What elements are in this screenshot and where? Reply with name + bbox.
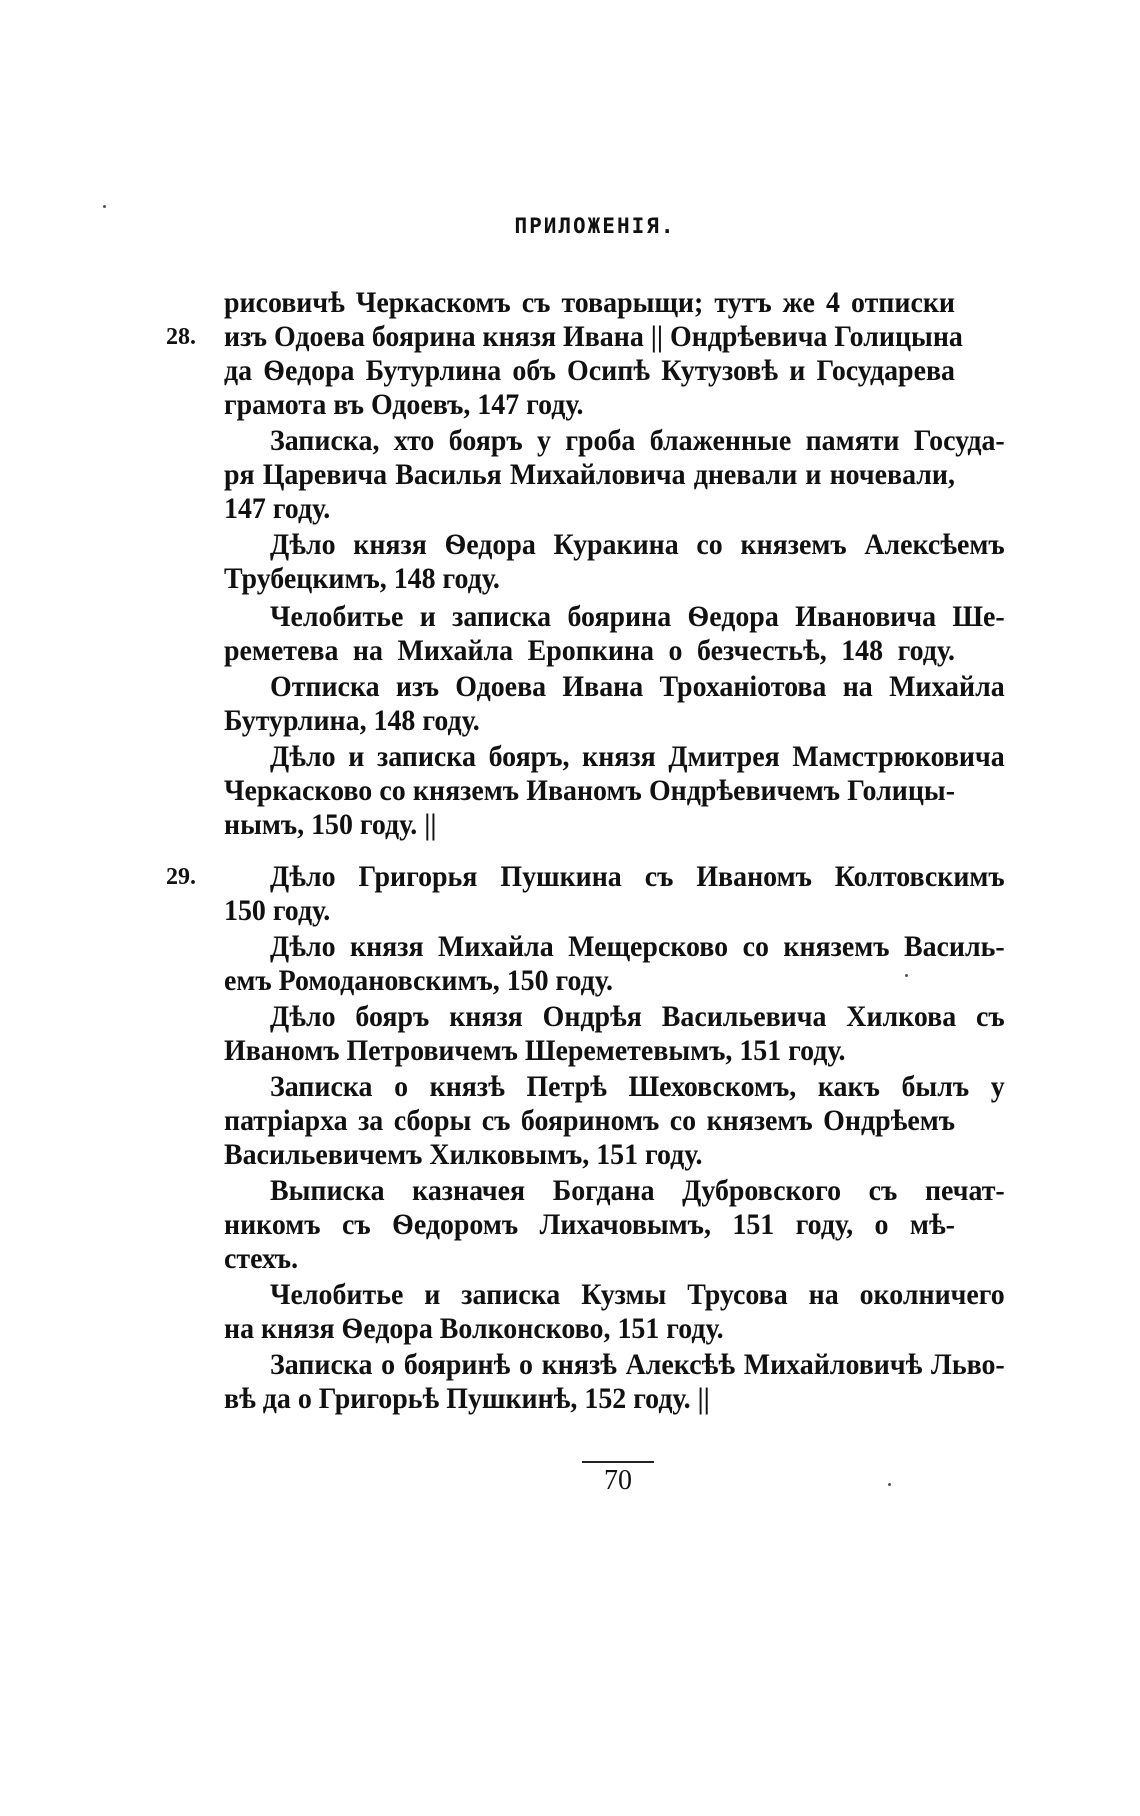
text-line: емъ Ромодановскимъ, 150 году. — [224, 964, 613, 997]
text-line: рисовичѣ Черкаскомъ съ товарыщи; тутъ же 4 отписки — [224, 286, 955, 319]
text-line: да Ѳедора Бутурлина объ Осипѣ Кутузовѣ и Государева — [224, 354, 955, 387]
text-line: Записка о бояринѣ о князѣ Алексѣѣ Михайловичѣ Льво- — [270, 1348, 1005, 1381]
text-line: никомъ съ Ѳедоромъ Лихачовымъ, 151 году, о мѣ- — [224, 1208, 955, 1241]
text-line: на князя Ѳедора Волконсково, 151 году. — [224, 1312, 724, 1345]
text-line: Дѣло князя Михайла Мещерсково со княземъ Василь- — [270, 930, 1005, 963]
margin-number-29: 29. — [166, 864, 196, 890]
text-line: Челобитье и записка боярина Ѳедора Ивановича Ше- — [270, 600, 1005, 633]
text-line: Записка о князѣ Петрѣ Шеховскомъ, какъ былъ у — [270, 1070, 1005, 1103]
print-speck — [888, 1483, 891, 1486]
margin-number-28: 28. — [166, 324, 196, 350]
text-line: Васильевичемъ Хилковымъ, 151 году. — [224, 1138, 703, 1171]
text-line: Записка, хто бояръ у гроба блаженные памяти Госуда- — [270, 424, 1005, 457]
print-speck — [103, 205, 106, 208]
text-line: 147 году. — [224, 492, 331, 525]
text-line: стехъ. — [224, 1242, 299, 1275]
text-line: Дѣло Григорья Пушкина съ Иваномъ Колтовскимъ — [270, 860, 1005, 893]
print-speck — [905, 974, 908, 977]
text-line: изъ Одоева боярина князя Ивана || Ондрѣевича Голицына — [224, 320, 963, 353]
text-line: Отписка изъ Одоева Ивана Троханіотова на Михайла — [270, 670, 1005, 703]
text-line: Трубецкимъ, 148 году. — [224, 562, 500, 595]
footer-rule — [582, 1461, 654, 1463]
text-line: вѣ да о Григорьѣ Пушкинѣ, 152 году. || — [224, 1382, 710, 1415]
text-line: Челобитье и записка Кузмы Трусова на околничего — [270, 1278, 1005, 1311]
text-line: Дѣло бояръ князя Ондрѣя Васильевича Хилкова съ — [270, 1000, 1005, 1033]
text-line: Черкасково со княземъ Иваномъ Ондрѣевичемъ Голицы- — [224, 774, 955, 807]
text-line: Дѣло и записка бояръ, князя Дмитрея Мамстрюковича — [270, 740, 1005, 773]
text-line: ря Царевича Василья Михайловича дневали и ночевали, — [224, 458, 955, 491]
page-number: 70 — [604, 1465, 632, 1496]
text-line: Выписка казначея Богдана Дубровского съ печат- — [270, 1174, 1005, 1207]
text-line: Бутурлина, 148 году. — [224, 704, 480, 737]
text-line: патріарха за сборы съ бояриномъ со княземъ Ондрѣемъ — [224, 1104, 955, 1137]
text-line: 150 году. — [224, 894, 331, 927]
text-line: Иваномъ Петровичемъ Шереметевымъ, 151 году. — [224, 1034, 846, 1067]
text-line: грамота въ Одоевъ, 147 году. — [224, 388, 584, 421]
running-head: ПРИЛОЖЕНІЯ. — [514, 214, 676, 238]
text-line: реметева на Михайла Еропкина о безчестьѣ, 148 году. — [224, 634, 955, 667]
text-line: Дѣло князя Ѳедора Куракина со княземъ Алексѣемъ — [270, 528, 1005, 561]
text-line: нымъ, 150 году. || — [224, 808, 437, 841]
